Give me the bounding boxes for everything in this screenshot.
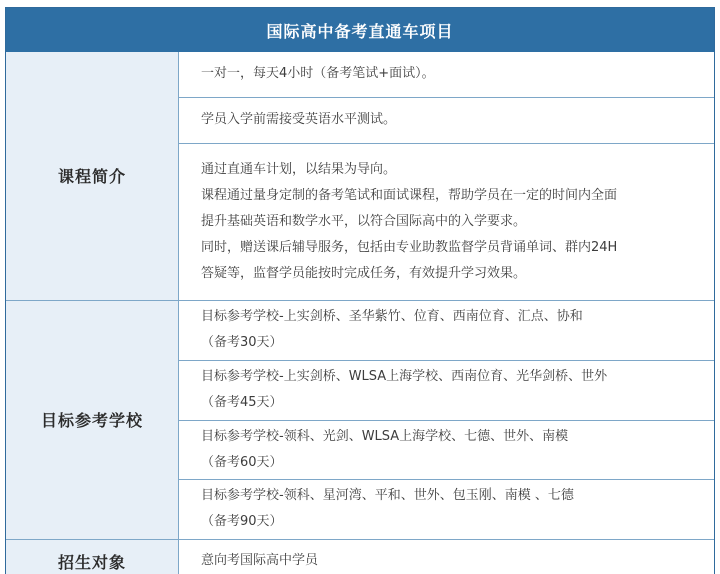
intro-text-line: 课程通过量身定制的备考笔试和面试课程，帮助学员在一定的时间内全面 — [201, 187, 618, 203]
intro-row-2: 学员入学前需接受英语水平测试。 — [179, 97, 715, 143]
school-item — [179, 360, 715, 420]
school-list: 目标参考学校-领科、星河湾、平和、世外、包玉刚、南模 、七德 — [201, 488, 574, 503]
table-title: 国际高中备考直通车项目 — [6, 8, 714, 52]
schools-label: 目标参考学校 — [6, 300, 179, 539]
school-list: 目标参考学校-上实剑桥、圣华紫竹、位育、西南位育、汇点、协和 — [201, 309, 583, 324]
table-row — [6, 52, 714, 97]
intro-text-line: 提升基础英语和数学水平，以符合国际高中的入学要求。 — [201, 213, 527, 229]
school-item — [179, 420, 715, 479]
prep-duration: （备考60天） — [201, 454, 283, 470]
intro-text-line: 通过直通车计划，以结果为导向。 — [201, 161, 397, 177]
table-row — [6, 539, 714, 574]
prep-duration: （备考45天） — [201, 395, 283, 410]
school-list: 目标参考学校-领科、光剑、WLSA上海学校、七德、世外、南模 — [201, 428, 569, 444]
school-item — [179, 300, 715, 360]
prep-duration: （备考90天） — [201, 514, 283, 529]
program-details-table — [6, 52, 714, 574]
intro-row-1: 一对一，每天4小时（备考笔试+面试）。 — [179, 52, 715, 97]
intro-text-line: 答疑等，监督学员能按时完成任务，有效提升学习效果。 — [201, 265, 527, 281]
target-value: 意向考国际高中学员 — [179, 539, 715, 574]
prep-duration: （备考30天） — [201, 335, 283, 350]
program-table — [5, 7, 715, 574]
school-item — [179, 479, 715, 539]
intro-text-line: 同时，赠送课后辅导服务，包括由专业助教监督学员背诵单词、群内24H — [201, 239, 618, 255]
intro-label: 课程简介 — [6, 52, 179, 300]
target-label: 招生对象 — [6, 539, 179, 574]
intro-row-3 — [179, 143, 715, 300]
school-list: 目标参考学校-上实剑桥、WLSA上海学校、西南位育、光华剑桥、世外 — [201, 369, 608, 384]
table-row — [6, 300, 714, 360]
